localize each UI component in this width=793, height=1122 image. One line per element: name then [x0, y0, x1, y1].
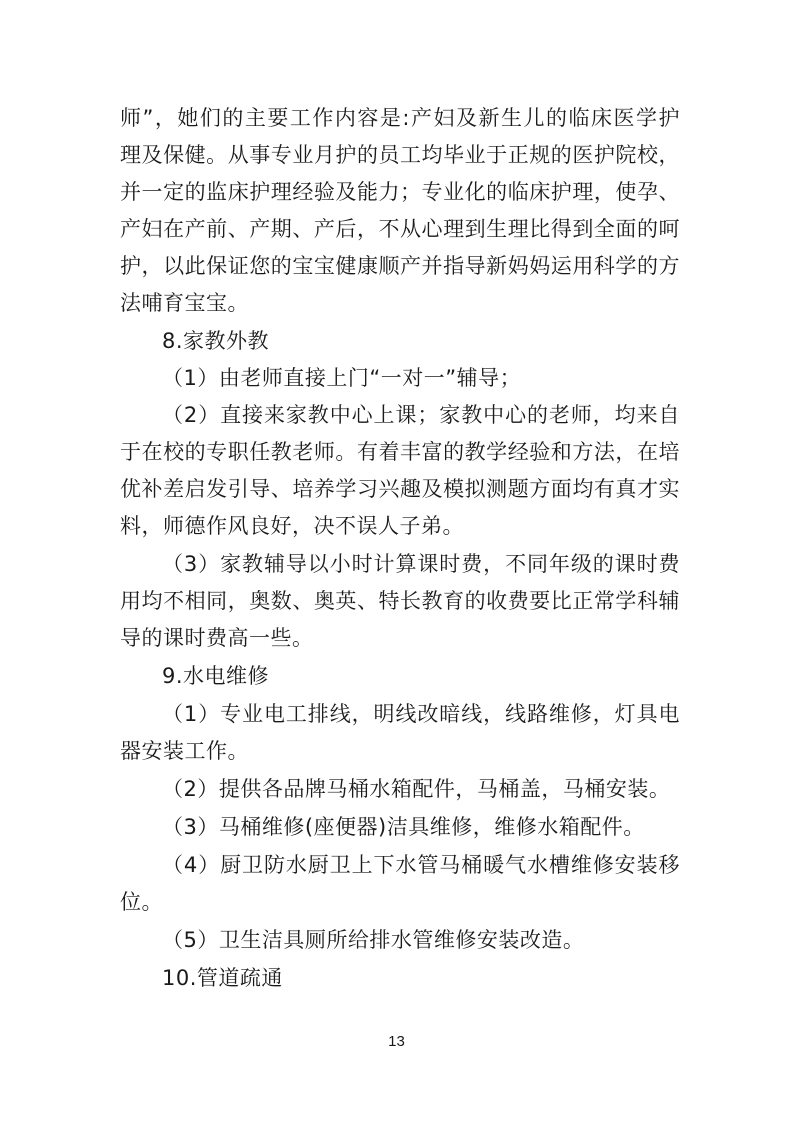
- paragraph-line: 用均不相同，奥数、奥英、特长教育的收费要比正常学科辅: [120, 589, 680, 613]
- paragraph-line: 法哺育宝宝。: [120, 291, 249, 315]
- list-item: （3）家教辅导以小时计算课时费，不同年级的课时费: [162, 552, 680, 576]
- section-heading: 10.管道疏通: [162, 966, 283, 990]
- list-item: （4）厨卫防水厨卫上下水管马桶暖气水槽维修安装移: [162, 853, 680, 877]
- list-item: （3）马桶维修(座便器)洁具维修，维修水箱配件。: [162, 815, 645, 839]
- paragraph-line: 料，师德作风良好，决不误人子弟。: [120, 514, 464, 538]
- section-heading: 8.家教外教: [162, 329, 270, 353]
- list-item: （1）由老师直接上门“一对一”辅导；: [162, 366, 522, 390]
- list-item: （2）直接来家教中心上课；家教中心的老师，均来自: [162, 403, 680, 427]
- paragraph-line: 师”，她们的主要工作内容是:产妇及新生儿的临床医学护: [120, 106, 680, 130]
- paragraph-line: 护，以此保证您的宝宝健康顺产并指导新妈妈运用科学的方: [120, 254, 680, 278]
- paragraph-line: 优补差启发引导、培养学习兴趣及模拟测题方面均有真才实: [120, 477, 680, 501]
- list-item: （2）提供各品牌马桶水箱配件，马桶盖，马桶安装。: [162, 777, 671, 801]
- paragraph-line: 导的课时费高一些。: [120, 626, 314, 650]
- paragraph-line: 器安装工作。: [120, 739, 249, 763]
- page-number: 13: [388, 1033, 405, 1050]
- section-heading: 9.水电维修: [162, 664, 270, 688]
- list-item: （1）专业电工排线，明线改暗线，线路维修，灯具电: [162, 702, 680, 726]
- list-item: （5）卫生洁具厕所给排水管维修安装改造。: [162, 928, 585, 952]
- paragraph-line: 产妇在产前、产期、产后，不从心理到生理比得到全面的呵: [120, 217, 680, 241]
- paragraph-line: 理及保健。从事专业月护的员工均毕业于正规的医护院校，: [120, 143, 680, 167]
- paragraph-line: 于在校的专职任教老师。有着丰富的教学经验和方法，在培: [120, 440, 680, 464]
- paragraph-line: 位。: [120, 890, 163, 914]
- paragraph-line: 并一定的监床护理经验及能力；专业化的临床护理，使孕、: [120, 180, 680, 204]
